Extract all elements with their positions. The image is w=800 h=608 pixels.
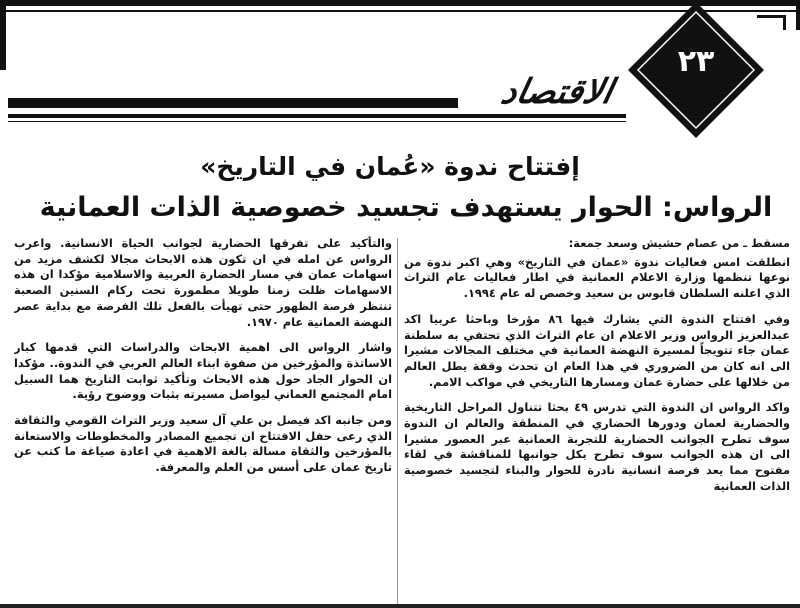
article-column-right (404, 236, 790, 604)
article-paragraph: واكد الرواس ان الندوة التي تدرس ٤٩ بحثا تتناول المراحل التاريخية والحضارية لعمان ودورها الحضاري في المنطقة والعالم ان الندوة سوف تطرح الجوانب الحضارية للتجربة العمانية عبر العصور مشيرا الى ان هذه الجوانب سوف تطرح بكل جوانبها للمناقشة في لقاء مفتوح مما يعد فرصة انسانية نادرة للحوار والبناء لتجسيد خصوصية الذات العمانية (404, 400, 790, 493)
section-title: الاقتصاد (497, 72, 617, 112)
article-column-left (14, 236, 392, 604)
column-divider (397, 238, 398, 604)
headline-main: الرواس: الحوار يستهدف تجسيد خصوصية الذات العمانية (39, 192, 773, 223)
left-frame-bar (0, 0, 6, 70)
page-number: ٢٣ (677, 44, 715, 79)
section-band (8, 98, 458, 108)
header-rule-thick (8, 114, 626, 118)
right-frame-bar (796, 0, 800, 30)
article-paragraph: والتأكيد على تفرقها الحضارية لجوانب الحياة الانسانية. واعرب الرواس عن امله في ان تكون هذه الابحاث مجالا لكشف مزيد من اسهامات عمان في مسار الحضارة العربية والاسلامية مؤكدا ان هذه الاسهامات ظلت زمنا طويلا مطمورة تحت ركام السنين الصعبة تنتظر فرصة الظهور حتى تهيأت بالفعل تلك الفرصة مع بداية عصر النهضة العمانية عام ١٩٧٠. (14, 236, 392, 329)
article-paragraph: ومن جانبه اكد فيصل بن علي آل سعيد وزير التراث القومي والثقافة الذي رعى حفل الافتتاح ان تجميع المصادر والمخطوطات والاستعانة بالمؤرخين والثقاة مسالة بالغة الاهمية في اعادة صياغة ما كتب عن تاريخ عمان على أسس من العلم والمعرفة. (14, 413, 392, 475)
headline-kicker: إفتتاح ندوة «عُمان في التاريخ» (200, 152, 580, 181)
article-byline: مسقط ـ من عصام حشيش وسعد جمعة: (568, 236, 790, 250)
article-paragraph: واشار الرواس الى اهمية الابحاث والدراسات التي قدمها كبار الاساتذة والمؤرخين من صفوة ابناء العالم العربي في الندوة.. مؤكدا ان الحوار الجاد حول هذه الابحاث وتأكيد ثوابت التاريخ هما السبيل امام المجتمع العماني ليواصل مسيرته بثبات ووضوح رؤية. (14, 340, 392, 402)
header-rule-thin (8, 121, 626, 122)
article-paragraph: وفي افتتاح الندوة التي يشارك فيها ٨٦ مؤرخا وباحثا عربيا اكد عبدالعزيز الرواس وزير الاعلام ان عام التراث الذي تحتفي به سلطنة عمان جاء تتويجاً لمسيرة النهضة العمانية في مختلف المجالات مشيرا الى انه كان من الضروري في هذا العام ان تحدث وقفة يطل العالم من خلالها على حضارة عمان ومسارها التاريخي في مواكب الامم. (404, 311, 790, 389)
bottom-rule (0, 604, 800, 608)
article-paragraph: انطلقت امس فعاليات ندوة «عمان في التاريخ» وهي اكبر ندوة من نوعها تنظمها وزارة الاعلام العمانية في اطار فعاليات عام التراث الذي اعلنه السلطان قابوس بن سعيد وخصص له عام ١٩٩٤. (404, 254, 790, 301)
